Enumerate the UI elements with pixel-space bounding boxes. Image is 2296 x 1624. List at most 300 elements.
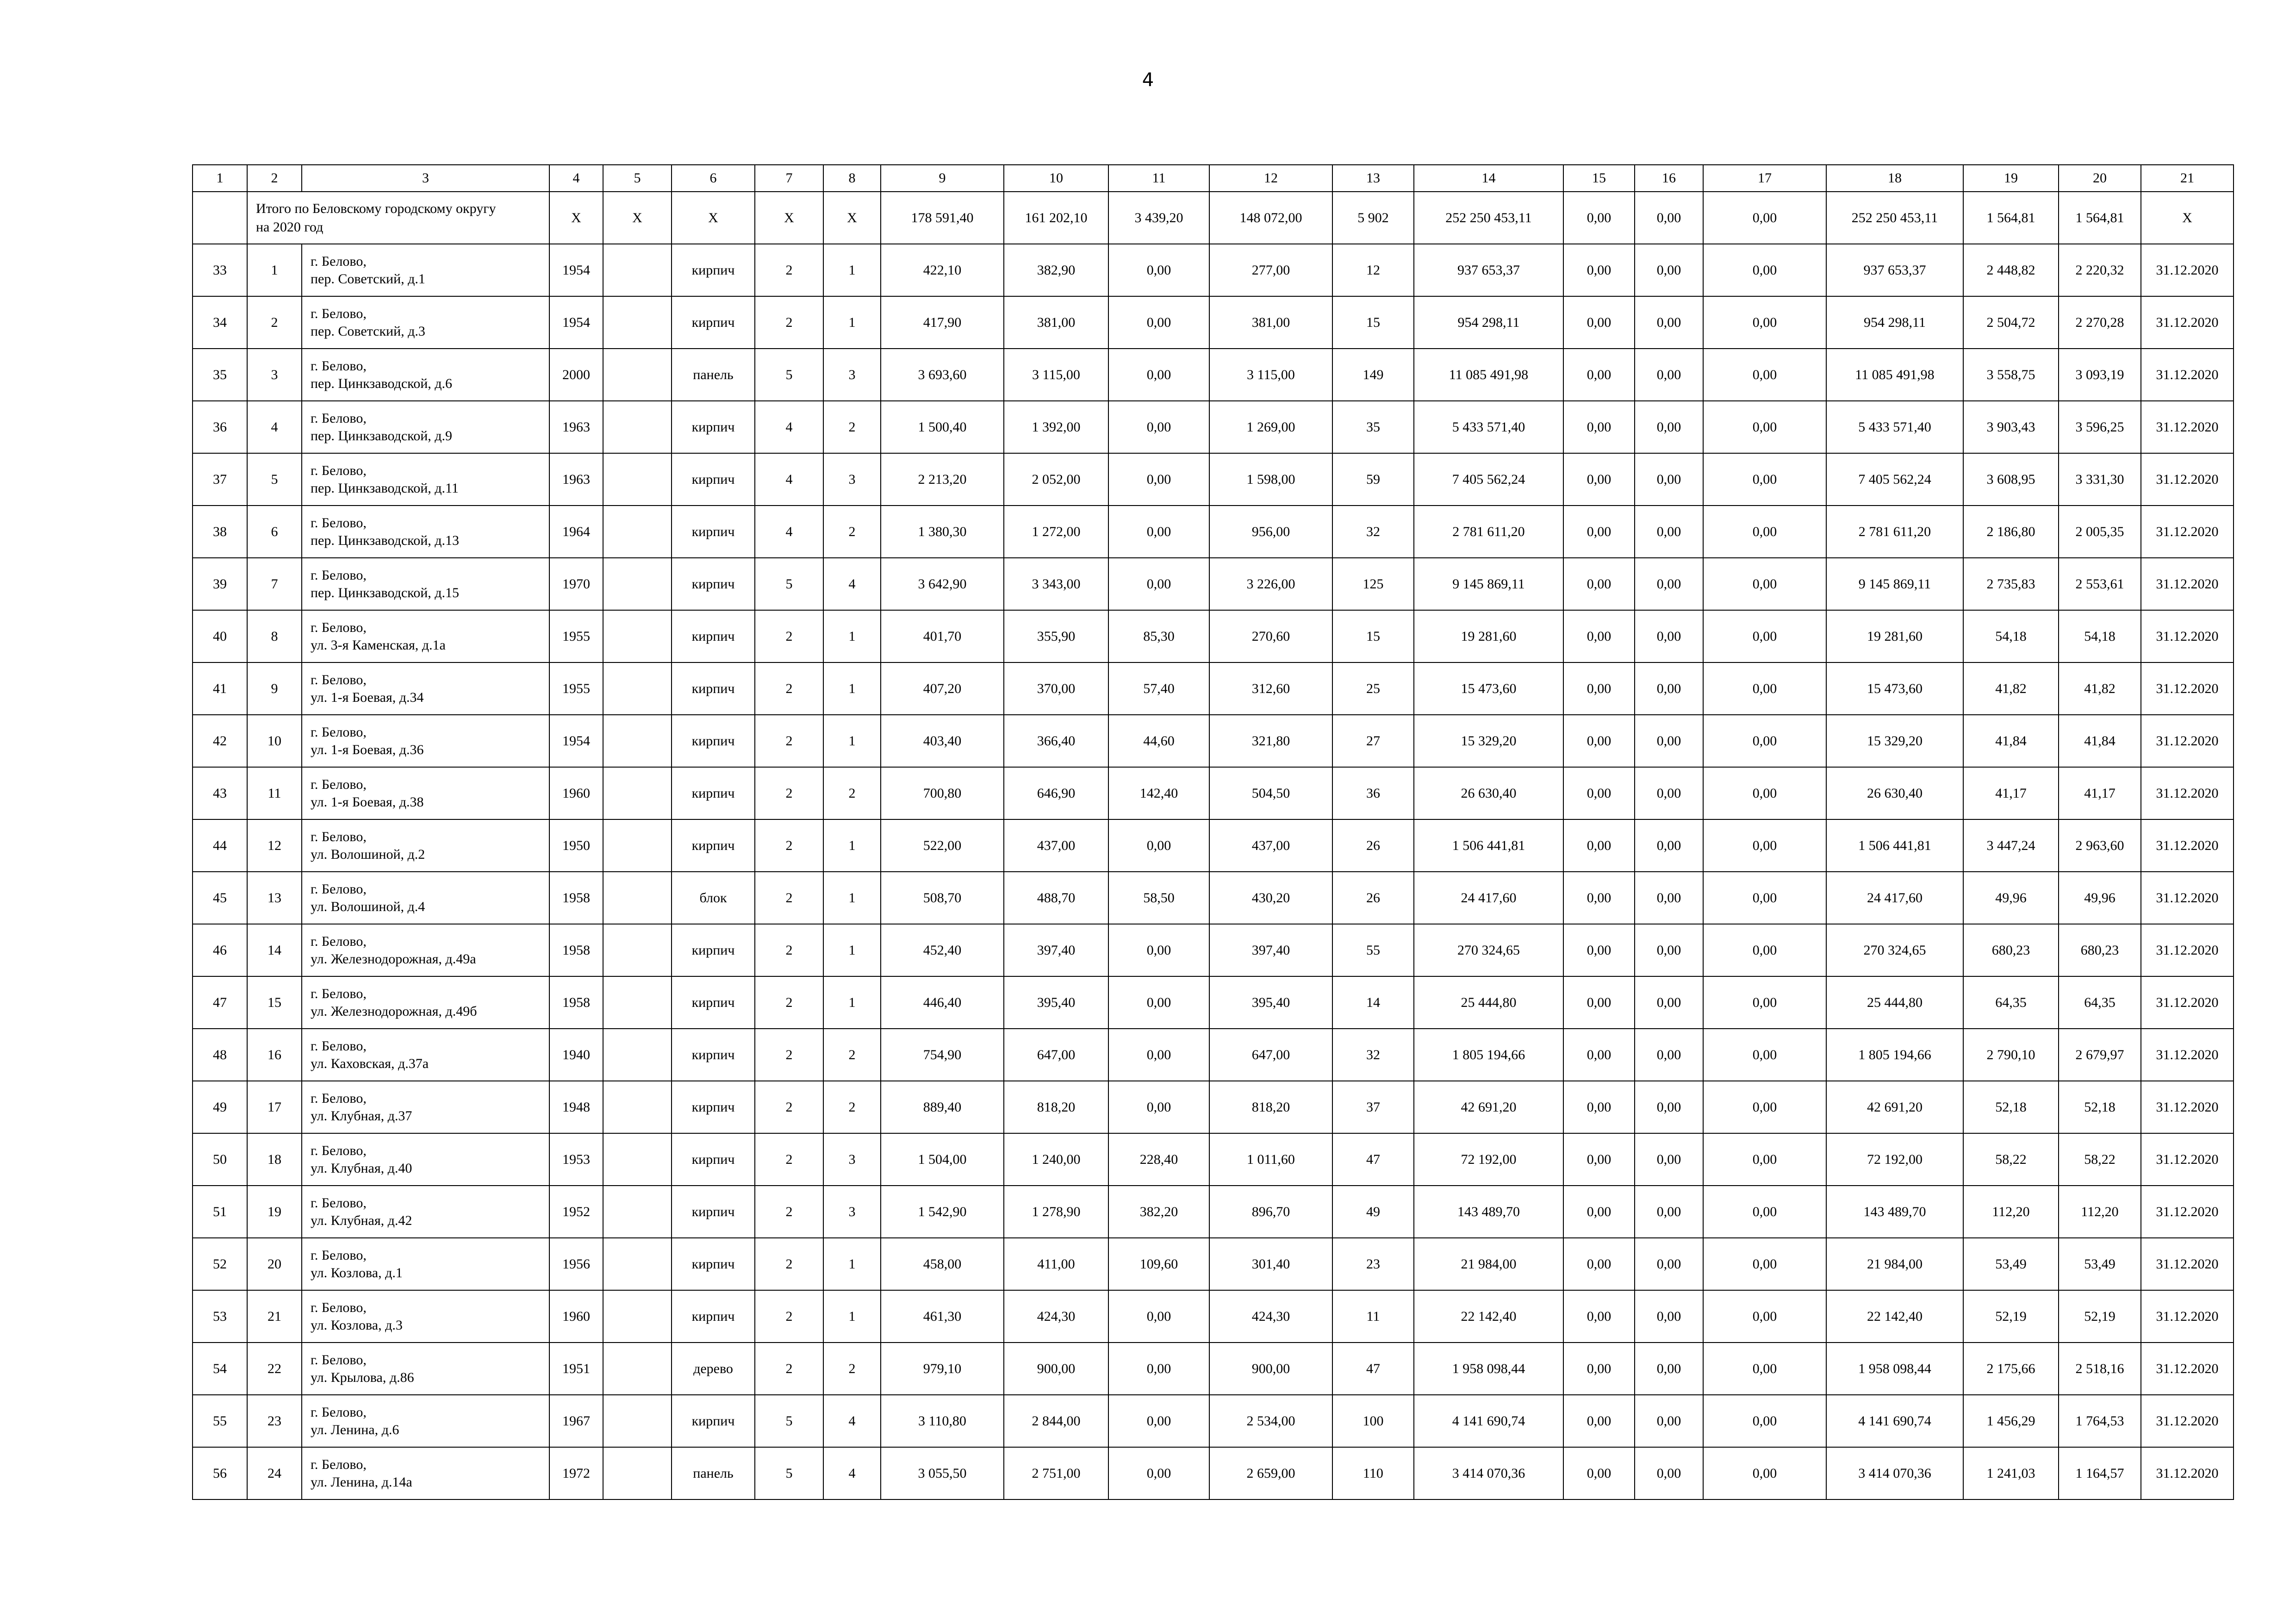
cell-c16: 0,00 [1635, 872, 1703, 924]
total-value-col-12: 148 072,00 [1209, 192, 1332, 244]
cell-c19: 112,20 [1963, 1186, 2059, 1238]
cell-c19: 3 447,24 [1963, 819, 2059, 872]
cell-c6: кирпич [672, 662, 755, 715]
cell-c10: 818,20 [1004, 1081, 1108, 1133]
cell-c2: 14 [247, 924, 302, 976]
cell-c16: 0,00 [1635, 767, 1703, 819]
address-city: г. Белово, [311, 253, 367, 269]
cell-c11: 0,00 [1108, 1290, 1209, 1343]
cell-c17: 0,00 [1703, 1395, 1826, 1447]
address-city: г. Белово, [311, 358, 367, 374]
cell-c12: 3 115,00 [1209, 349, 1332, 401]
cell-c10: 382,90 [1004, 244, 1108, 296]
cell-c4: 1964 [549, 506, 603, 558]
cell-c2: 24 [247, 1447, 302, 1499]
cell-c20: 112,20 [2059, 1186, 2141, 1238]
cell-c12: 395,40 [1209, 976, 1332, 1029]
total-label-line1: Итого по Беловскому городскому округу [256, 200, 496, 216]
cell-c14: 42 691,20 [1414, 1081, 1563, 1133]
total-value-col-15: 0,00 [1563, 192, 1635, 244]
cell-c14: 15 473,60 [1414, 662, 1563, 715]
cell-c8: 3 [823, 453, 881, 506]
cell-c19: 58,22 [1963, 1133, 2059, 1186]
cell-c11: 228,40 [1108, 1133, 1209, 1186]
cell-c14: 937 653,37 [1414, 244, 1563, 296]
cell-c9: 1 380,30 [881, 506, 1004, 558]
cell-c19: 2 504,72 [1963, 296, 2059, 349]
column-number-4: 4 [549, 165, 603, 192]
cell-c15: 0,00 [1563, 1290, 1635, 1343]
address-cell [302, 662, 549, 715]
cell-c1: 48 [193, 1029, 247, 1081]
cell-c12: 321,80 [1209, 715, 1332, 767]
cell-c7: 5 [755, 349, 823, 401]
address-cell [302, 349, 549, 401]
table-row [193, 1133, 2234, 1186]
cell-c16: 0,00 [1635, 1447, 1703, 1499]
cell-c9: 417,90 [881, 296, 1004, 349]
cell-c11: 0,00 [1108, 558, 1209, 610]
cell-c14: 25 444,80 [1414, 976, 1563, 1029]
address-cell [302, 1343, 549, 1395]
cell-c20: 49,96 [2059, 872, 2141, 924]
cell-c2: 11 [247, 767, 302, 819]
address-street: пер. Советский, д.1 [311, 271, 425, 287]
column-number-row [193, 165, 2234, 192]
cell-c12: 647,00 [1209, 1029, 1332, 1081]
table-row [193, 872, 2234, 924]
cell-c13: 100 [1332, 1395, 1414, 1447]
table-row [193, 662, 2234, 715]
address-city: г. Белово, [311, 1038, 367, 1054]
cell-c20: 2 270,28 [2059, 296, 2141, 349]
cell-c12: 277,00 [1209, 244, 1332, 296]
cell-c8: 3 [823, 349, 881, 401]
cell-c18: 5 433 571,40 [1826, 401, 1963, 453]
cell-c7: 2 [755, 1186, 823, 1238]
address-cell [302, 453, 549, 506]
cell-c19: 41,84 [1963, 715, 2059, 767]
total-value-col-9: 178 591,40 [881, 192, 1004, 244]
table-row [193, 924, 2234, 976]
cell-c15: 0,00 [1563, 715, 1635, 767]
table-row [193, 819, 2234, 872]
cell-c5 [603, 819, 672, 872]
address-cell [302, 715, 549, 767]
cell-c11: 57,40 [1108, 662, 1209, 715]
cell-c19: 52,19 [1963, 1290, 2059, 1343]
cell-c1: 51 [193, 1186, 247, 1238]
address-city: г. Белово, [311, 724, 367, 740]
cell-c8: 1 [823, 715, 881, 767]
address-city: г. Белово, [311, 933, 367, 949]
cell-c17: 0,00 [1703, 819, 1826, 872]
total-value-col-11: 3 439,20 [1108, 192, 1209, 244]
cell-c5 [603, 872, 672, 924]
cell-c21: 31.12.2020 [2141, 924, 2234, 976]
cell-c7: 2 [755, 1290, 823, 1343]
address-cell [302, 401, 549, 453]
table-row [193, 1290, 2234, 1343]
cell-c21: 31.12.2020 [2141, 767, 2234, 819]
cell-c13: 11 [1332, 1290, 1414, 1343]
cell-c9: 700,80 [881, 767, 1004, 819]
cell-c13: 15 [1332, 296, 1414, 349]
table-row [193, 453, 2234, 506]
cell-c1: 34 [193, 296, 247, 349]
address-cell [302, 1290, 549, 1343]
cell-c2: 3 [247, 349, 302, 401]
cell-c7: 2 [755, 1081, 823, 1133]
cell-c6: кирпич [672, 976, 755, 1029]
cell-c11: 0,00 [1108, 453, 1209, 506]
column-number-2: 2 [247, 165, 302, 192]
address-street: ул. Железнодорожная, д.49а [311, 951, 476, 967]
cell-c9: 403,40 [881, 715, 1004, 767]
cell-c1: 46 [193, 924, 247, 976]
cell-c13: 25 [1332, 662, 1414, 715]
cell-c2: 23 [247, 1395, 302, 1447]
address-street: ул. Козлова, д.3 [311, 1317, 403, 1333]
cell-c11: 0,00 [1108, 401, 1209, 453]
table-row [193, 1029, 2234, 1081]
cell-c9: 3 110,80 [881, 1395, 1004, 1447]
cell-c12: 424,30 [1209, 1290, 1332, 1343]
cell-c1: 55 [193, 1395, 247, 1447]
cell-c15: 0,00 [1563, 610, 1635, 662]
cell-c19: 2 175,66 [1963, 1343, 2059, 1395]
address-street: ул. Крылова, д.86 [311, 1369, 414, 1385]
cell-c9: 3 693,60 [881, 349, 1004, 401]
cell-c14: 1 958 098,44 [1414, 1343, 1563, 1395]
cell-c7: 2 [755, 715, 823, 767]
cell-c21: 31.12.2020 [2141, 1133, 2234, 1186]
cell-c1: 47 [193, 976, 247, 1029]
cell-c14: 7 405 562,24 [1414, 453, 1563, 506]
cell-c19: 52,18 [1963, 1081, 2059, 1133]
cell-c12: 301,40 [1209, 1238, 1332, 1290]
address-street: ул. Каховская, д.37а [311, 1056, 429, 1071]
cell-c11: 0,00 [1108, 296, 1209, 349]
cell-c8: 4 [823, 1447, 881, 1499]
cell-c5 [603, 506, 672, 558]
table-row [193, 1081, 2234, 1133]
cell-c21: 31.12.2020 [2141, 976, 2234, 1029]
address-cell [302, 976, 549, 1029]
cell-c18: 937 653,37 [1826, 244, 1963, 296]
address-street: пер. Цинкзаводской, д.15 [311, 585, 460, 600]
address-cell [302, 1447, 549, 1499]
cell-c10: 2 751,00 [1004, 1447, 1108, 1499]
address-street: ул. Клубная, д.37 [311, 1108, 412, 1124]
cell-c7: 2 [755, 662, 823, 715]
cell-c2: 9 [247, 662, 302, 715]
cell-c11: 0,00 [1108, 1029, 1209, 1081]
column-number-1: 1 [193, 165, 247, 192]
cell-c17: 0,00 [1703, 1133, 1826, 1186]
cell-c14: 22 142,40 [1414, 1290, 1563, 1343]
cell-c16: 0,00 [1635, 296, 1703, 349]
cell-c20: 2 518,16 [2059, 1343, 2141, 1395]
cell-c6: панель [672, 349, 755, 401]
address-city: г. Белово, [311, 1299, 367, 1315]
cell-c9: 461,30 [881, 1290, 1004, 1343]
cell-c19: 2 448,82 [1963, 244, 2059, 296]
address-street: пер. Советский, д.3 [311, 323, 425, 339]
cell-c2: 12 [247, 819, 302, 872]
total-value-col-21: X [2141, 192, 2234, 244]
cell-c21: 31.12.2020 [2141, 1186, 2234, 1238]
column-number-10: 10 [1004, 165, 1108, 192]
cell-c18: 1 958 098,44 [1826, 1343, 1963, 1395]
cell-c13: 47 [1332, 1133, 1414, 1186]
cell-c16: 0,00 [1635, 1029, 1703, 1081]
cell-c4: 1951 [549, 1343, 603, 1395]
cell-c20: 58,22 [2059, 1133, 2141, 1186]
cell-c13: 12 [1332, 244, 1414, 296]
cell-c14: 3 414 070,36 [1414, 1447, 1563, 1499]
cell-c2: 15 [247, 976, 302, 1029]
total-label-line2: на 2020 год [256, 219, 324, 235]
cell-c6: кирпич [672, 1029, 755, 1081]
cell-c18: 9 145 869,11 [1826, 558, 1963, 610]
total-value-col-17: 0,00 [1703, 192, 1826, 244]
cell-c1: 49 [193, 1081, 247, 1133]
cell-c2: 17 [247, 1081, 302, 1133]
cell-c21: 31.12.2020 [2141, 558, 2234, 610]
cell-c10: 381,00 [1004, 296, 1108, 349]
cell-c16: 0,00 [1635, 558, 1703, 610]
address-street: ул. 1-я Боевая, д.36 [311, 742, 424, 757]
cell-c8: 2 [823, 767, 881, 819]
cell-c21: 31.12.2020 [2141, 715, 2234, 767]
cell-c15: 0,00 [1563, 453, 1635, 506]
cell-c5 [603, 1133, 672, 1186]
cell-c12: 1 011,60 [1209, 1133, 1332, 1186]
cell-c19: 53,49 [1963, 1238, 2059, 1290]
address-street: пер. Цинкзаводской, д.13 [311, 532, 460, 548]
cell-c17: 0,00 [1703, 715, 1826, 767]
cell-c8: 4 [823, 558, 881, 610]
cell-c16: 0,00 [1635, 662, 1703, 715]
cell-c13: 55 [1332, 924, 1414, 976]
cell-c17: 0,00 [1703, 296, 1826, 349]
cell-c9: 979,10 [881, 1343, 1004, 1395]
cell-c10: 1 272,00 [1004, 506, 1108, 558]
cell-c14: 24 417,60 [1414, 872, 1563, 924]
cell-c7: 2 [755, 1238, 823, 1290]
cell-c2: 13 [247, 872, 302, 924]
cell-c15: 0,00 [1563, 1133, 1635, 1186]
address-cell [302, 1133, 549, 1186]
cell-c5 [603, 453, 672, 506]
total-value-col-7: X [755, 192, 823, 244]
cell-c13: 49 [1332, 1186, 1414, 1238]
cell-c6: кирпич [672, 1238, 755, 1290]
cell-c14: 2 781 611,20 [1414, 506, 1563, 558]
cell-c13: 14 [1332, 976, 1414, 1029]
cell-c9: 2 213,20 [881, 453, 1004, 506]
cell-c17: 0,00 [1703, 453, 1826, 506]
cell-c17: 0,00 [1703, 244, 1826, 296]
table-row [193, 1186, 2234, 1238]
address-city: г. Белово, [311, 1352, 367, 1368]
cell-c7: 4 [755, 506, 823, 558]
cell-c11: 0,00 [1108, 349, 1209, 401]
cell-c20: 2 679,97 [2059, 1029, 2141, 1081]
address-street: ул. Козлова, д.1 [311, 1265, 403, 1280]
housing-register-table [192, 164, 2234, 1500]
cell-c5 [603, 1447, 672, 1499]
cell-c10: 3 343,00 [1004, 558, 1108, 610]
cell-c14: 1 805 194,66 [1414, 1029, 1563, 1081]
cell-c2: 5 [247, 453, 302, 506]
cell-c15: 0,00 [1563, 767, 1635, 819]
cell-c4: 1958 [549, 872, 603, 924]
column-number-20: 20 [2059, 165, 2141, 192]
cell-c8: 3 [823, 1186, 881, 1238]
cell-c6: кирпич [672, 558, 755, 610]
total-row [193, 192, 2234, 244]
cell-c8: 1 [823, 1290, 881, 1343]
cell-c21: 31.12.2020 [2141, 349, 2234, 401]
cell-c6: кирпич [672, 1290, 755, 1343]
cell-c18: 143 489,70 [1826, 1186, 1963, 1238]
cell-c5 [603, 349, 672, 401]
total-value-col-5: X [603, 192, 672, 244]
cell-c17: 0,00 [1703, 558, 1826, 610]
table-row [193, 296, 2234, 349]
cell-c15: 0,00 [1563, 1447, 1635, 1499]
cell-c11: 0,00 [1108, 1081, 1209, 1133]
cell-c16: 0,00 [1635, 349, 1703, 401]
cell-c15: 0,00 [1563, 244, 1635, 296]
column-number-13: 13 [1332, 165, 1414, 192]
cell-c7: 2 [755, 976, 823, 1029]
cell-c7: 2 [755, 924, 823, 976]
cell-c21: 31.12.2020 [2141, 296, 2234, 349]
cell-c21: 31.12.2020 [2141, 819, 2234, 872]
cell-c14: 4 141 690,74 [1414, 1395, 1563, 1447]
address-city: г. Белово, [311, 776, 367, 792]
cell-c1: 44 [193, 819, 247, 872]
cell-c9: 446,40 [881, 976, 1004, 1029]
cell-c21: 31.12.2020 [2141, 401, 2234, 453]
cell-c1: 52 [193, 1238, 247, 1290]
cell-c11: 0,00 [1108, 1395, 1209, 1447]
table-row [193, 349, 2234, 401]
cell-c2: 22 [247, 1343, 302, 1395]
address-city: г. Белово, [311, 306, 367, 321]
cell-c18: 24 417,60 [1826, 872, 1963, 924]
address-city: г. Белово, [311, 567, 367, 583]
cell-c16: 0,00 [1635, 819, 1703, 872]
cell-c5 [603, 976, 672, 1029]
cell-c4: 1948 [549, 1081, 603, 1133]
cell-c12: 430,20 [1209, 872, 1332, 924]
column-number-16: 16 [1635, 165, 1703, 192]
cell-c14: 26 630,40 [1414, 767, 1563, 819]
cell-c11: 0,00 [1108, 1447, 1209, 1499]
cell-c9: 407,20 [881, 662, 1004, 715]
cell-c17: 0,00 [1703, 401, 1826, 453]
cell-c14: 72 192,00 [1414, 1133, 1563, 1186]
address-city: г. Белово, [311, 829, 367, 844]
cell-c21: 31.12.2020 [2141, 1395, 2234, 1447]
cell-c5 [603, 1238, 672, 1290]
cell-c6: кирпич [672, 1133, 755, 1186]
cell-c10: 3 115,00 [1004, 349, 1108, 401]
table-row [193, 1447, 2234, 1499]
cell-c12: 1 598,00 [1209, 453, 1332, 506]
cell-c21: 31.12.2020 [2141, 244, 2234, 296]
cell-c21: 31.12.2020 [2141, 1343, 2234, 1395]
cell-c4: 1950 [549, 819, 603, 872]
cell-c16: 0,00 [1635, 924, 1703, 976]
cell-c1: 45 [193, 872, 247, 924]
cell-c19: 3 558,75 [1963, 349, 2059, 401]
cell-c13: 149 [1332, 349, 1414, 401]
cell-c16: 0,00 [1635, 1186, 1703, 1238]
cell-c19: 1 241,03 [1963, 1447, 2059, 1499]
cell-c14: 9 145 869,11 [1414, 558, 1563, 610]
total-value-col-20: 1 564,81 [2059, 192, 2141, 244]
cell-c15: 0,00 [1563, 1395, 1635, 1447]
cell-c19: 3 903,43 [1963, 401, 2059, 453]
cell-c2: 19 [247, 1186, 302, 1238]
cell-c16: 0,00 [1635, 1133, 1703, 1186]
column-number-11: 11 [1108, 165, 1209, 192]
cell-c13: 110 [1332, 1447, 1414, 1499]
cell-c8: 2 [823, 1343, 881, 1395]
address-cell [302, 1081, 549, 1133]
cell-c14: 5 433 571,40 [1414, 401, 1563, 453]
cell-c4: 1956 [549, 1238, 603, 1290]
cell-c2: 16 [247, 1029, 302, 1081]
cell-c8: 1 [823, 924, 881, 976]
cell-c19: 680,23 [1963, 924, 2059, 976]
cell-c18: 954 298,11 [1826, 296, 1963, 349]
cell-c5 [603, 1343, 672, 1395]
cell-c14: 143 489,70 [1414, 1186, 1563, 1238]
address-cell [302, 244, 549, 296]
table-row [193, 976, 2234, 1029]
address-cell [302, 610, 549, 662]
table-body [193, 165, 2234, 1499]
cell-c8: 1 [823, 819, 881, 872]
cell-c11: 0,00 [1108, 1343, 1209, 1395]
cell-c12: 956,00 [1209, 506, 1332, 558]
cell-c10: 1 278,90 [1004, 1186, 1108, 1238]
cell-c7: 2 [755, 819, 823, 872]
cell-c20: 41,82 [2059, 662, 2141, 715]
total-value-col-13: 5 902 [1332, 192, 1414, 244]
cell-c15: 0,00 [1563, 1029, 1635, 1081]
cell-c4: 1953 [549, 1133, 603, 1186]
column-number-9: 9 [881, 165, 1004, 192]
cell-c11: 85,30 [1108, 610, 1209, 662]
cell-c21: 31.12.2020 [2141, 1290, 2234, 1343]
cell-c18: 4 141 690,74 [1826, 1395, 1963, 1447]
column-number-12: 12 [1209, 165, 1332, 192]
cell-c7: 4 [755, 453, 823, 506]
cell-c8: 2 [823, 1029, 881, 1081]
cell-c18: 1 506 441,81 [1826, 819, 1963, 872]
cell-c5 [603, 244, 672, 296]
cell-c1: 36 [193, 401, 247, 453]
total-label [247, 192, 549, 244]
cell-c10: 647,00 [1004, 1029, 1108, 1081]
